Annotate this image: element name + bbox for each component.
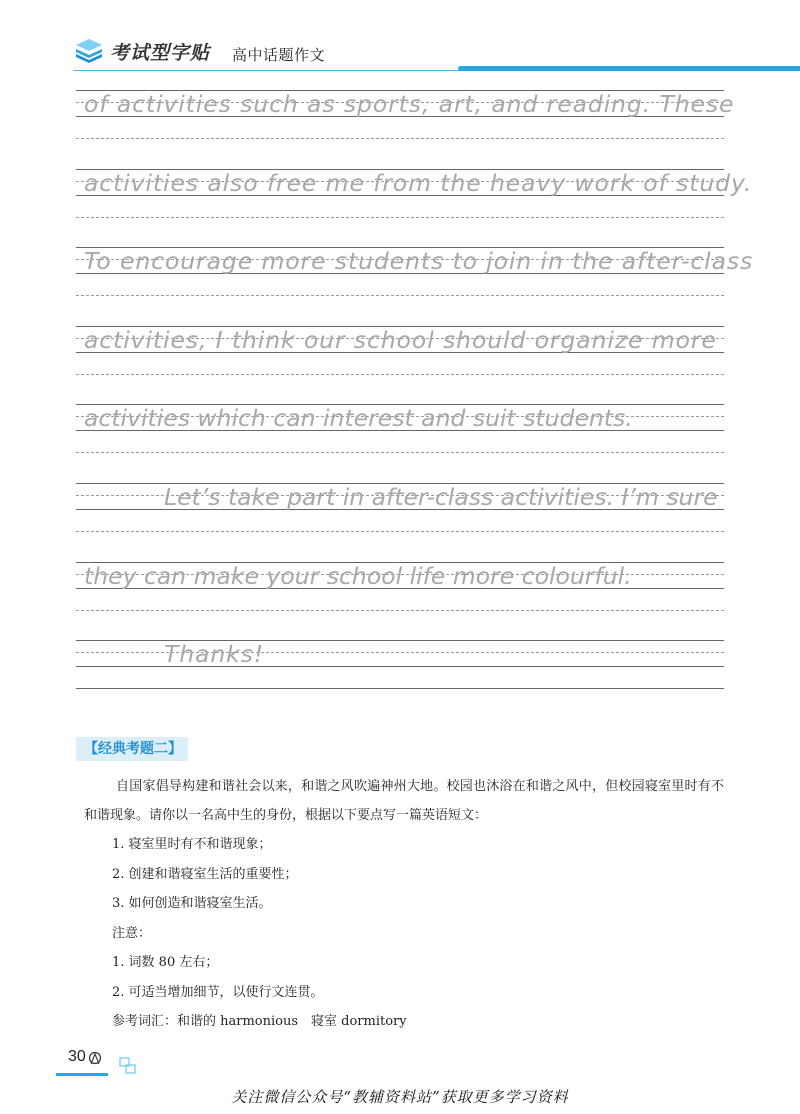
practice-row xyxy=(76,324,724,403)
practice-row xyxy=(76,88,735,167)
header-accent-bar xyxy=(458,66,800,71)
practice-row xyxy=(76,402,724,481)
practice-line-text: To encourage more students to join in the after-class xyxy=(84,247,754,276)
vocabulary-reference: 参考词汇：和谐的 harmonious 寝室 dormitory xyxy=(112,1014,407,1029)
question-body xyxy=(84,772,724,1037)
practice-line-text: Thanks! xyxy=(164,640,265,669)
practice-row xyxy=(76,560,724,639)
practice-row xyxy=(76,638,724,717)
footer-note: 关注微信公众号“教辅资料站”获取更多学习资料 xyxy=(231,1088,569,1106)
puzzle-deco-icon xyxy=(118,1054,138,1076)
practice-line-text: of activities such as sports, art, and reading. These xyxy=(84,90,735,118)
pen-nib-icon xyxy=(88,1050,102,1066)
practice-line-text: they can make your school life more colourful. xyxy=(84,561,632,590)
question-tag: 【经典考题二】 xyxy=(76,737,188,761)
practice-row xyxy=(76,481,724,560)
handwriting-practice-area xyxy=(76,88,754,717)
page-number: 30 xyxy=(68,1048,86,1065)
practice-line-text: activities which can interest and suit students. xyxy=(84,404,633,433)
practice-row xyxy=(76,245,754,324)
practice-row xyxy=(76,167,753,246)
question-point: 1. 寝室里时有不和谐现象； xyxy=(112,837,272,852)
note-item: 1. 词数 80 左右； xyxy=(112,955,219,970)
page-header xyxy=(0,0,800,80)
book-stack-logo-icon xyxy=(74,36,104,64)
practice-line-text: Let’s take part in after-class activities. I’m sure xyxy=(164,482,718,511)
notes-title: 注意： xyxy=(112,925,152,941)
question-point: 3. 如何创造和谐寝室生活。 xyxy=(112,896,272,911)
practice-line-text: activities, I think our school should organize more xyxy=(84,325,717,354)
note-item: 2. 可适当增加细节，以使行文连贯。 xyxy=(112,984,324,1000)
question-point: 2. 创建和谐寝室生活的重要性； xyxy=(112,866,298,882)
section-subtitle: 高中话题作文 xyxy=(232,46,326,64)
brand-title: 考试型字贴 xyxy=(110,42,211,64)
footer-accent-line xyxy=(56,1073,108,1076)
practice-line-text: activities also free me from the heavy work of study. xyxy=(84,168,753,197)
question-intro: 自国家倡导构建和谐社会以来，和谐之风吹遍神州大地。校园也沐浴在和谐之风中，但校园寝室里时有不和谐现象。请你以一名高中生的身份，根据以下要点写一篇英语短文： xyxy=(84,779,724,823)
header-divider xyxy=(74,70,464,71)
